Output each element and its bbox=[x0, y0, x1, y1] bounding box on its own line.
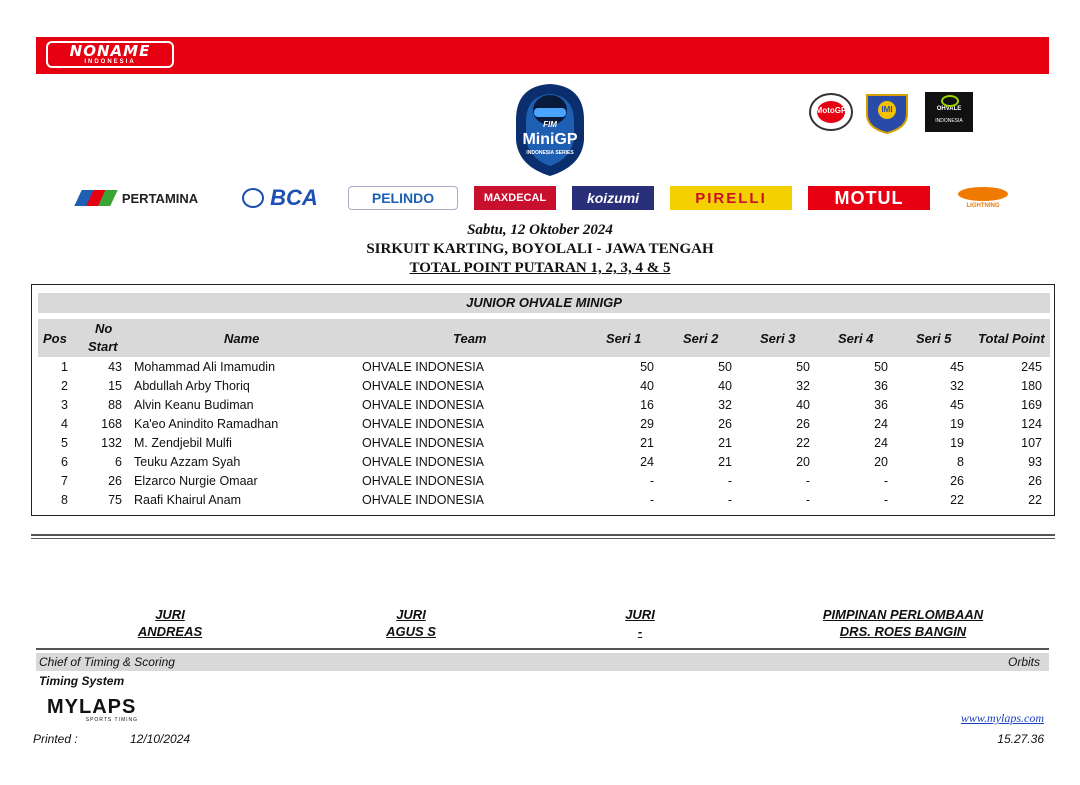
cell-total: 169 bbox=[1021, 398, 1042, 412]
cell-seri3: - bbox=[805, 474, 810, 488]
cell-pos: 7 bbox=[61, 474, 68, 488]
table-header bbox=[38, 319, 1050, 357]
fim-minigp-logo: FIM MiniGP INDONESIA SERIES bbox=[504, 80, 596, 180]
cell-pos: 3 bbox=[61, 398, 68, 412]
cell-name: Teuku Azzam Syah bbox=[134, 455, 241, 469]
cell-total: 93 bbox=[1028, 455, 1042, 469]
cell-team: OHVALE INDONESIA bbox=[362, 455, 485, 469]
cell-team: OHVALE INDONESIA bbox=[362, 417, 485, 431]
cell-seri5: 22 bbox=[950, 493, 964, 507]
cell-team: OHVALE INDONESIA bbox=[362, 360, 485, 374]
cell-seri1: - bbox=[649, 474, 654, 488]
cell-seri5: 45 bbox=[950, 398, 964, 412]
results-panel bbox=[31, 284, 1055, 516]
cell-seri4: 20 bbox=[874, 455, 888, 469]
table-row bbox=[32, 453, 1054, 472]
cell-total: 180 bbox=[1021, 379, 1042, 393]
printed-label: Printed : bbox=[33, 732, 78, 746]
cell-name: Mohammad Ali Imamudin bbox=[134, 360, 276, 374]
cell-seri4: 24 bbox=[874, 417, 888, 431]
cell-seri5: 19 bbox=[950, 417, 964, 431]
motul-logo: MOTUL bbox=[808, 186, 930, 210]
cell-seri1: 50 bbox=[640, 360, 654, 374]
koizumi-logo: koizumi bbox=[572, 186, 654, 210]
signature-role-2: JURI bbox=[396, 607, 426, 622]
cell-seri4: - bbox=[883, 474, 888, 488]
cell-seri3: - bbox=[805, 493, 810, 507]
cell-seri3: 26 bbox=[796, 417, 810, 431]
cell-total: 245 bbox=[1021, 360, 1042, 374]
cell-seri1: 29 bbox=[640, 417, 654, 431]
mylaps-logo: MYLAPS SPORTS TIMING bbox=[47, 696, 138, 723]
col-pos: Pos bbox=[43, 331, 67, 346]
event-venue: SIRKUIT KARTING, BOYOLALI - JAWA TENGAH bbox=[366, 241, 714, 257]
signature-person-2: AGUS S bbox=[386, 624, 436, 639]
cell-no-start: 26 bbox=[108, 474, 122, 488]
cell-total: 26 bbox=[1028, 474, 1042, 488]
cell-seri3: 50 bbox=[796, 360, 810, 374]
cell-name: Alvin Keanu Budiman bbox=[134, 398, 254, 412]
cell-pos: 1 bbox=[61, 360, 68, 374]
signature-role-4: PIMPINAN PERLOMBAAN bbox=[822, 607, 984, 622]
cell-seri4: 36 bbox=[874, 398, 888, 412]
cell-seri4: 36 bbox=[874, 379, 888, 393]
cell-seri5: 26 bbox=[950, 474, 964, 488]
cell-seri2: 40 bbox=[718, 379, 732, 393]
header-banner bbox=[36, 37, 1049, 74]
pertamina-logo: PERTAMINA bbox=[68, 186, 208, 210]
ohvale-indonesia-logo: OHVALE INDONESIA bbox=[925, 92, 973, 132]
separator-line bbox=[31, 534, 1055, 536]
signature-role-3: JURI bbox=[625, 607, 655, 622]
cell-seri5: 45 bbox=[950, 360, 964, 374]
cell-name: M. Zendjebil Mulfi bbox=[134, 436, 232, 450]
table-row bbox=[32, 377, 1054, 396]
cell-pos: 6 bbox=[61, 455, 68, 469]
cell-seri2: 21 bbox=[718, 436, 732, 450]
event-title: TOTAL POINT PUTARAN 1, 2, 3, 4 & 5 bbox=[409, 260, 671, 276]
signature-person-3: - bbox=[637, 624, 643, 639]
event-date: Sabtu, 12 Oktober 2024 bbox=[467, 222, 613, 238]
printed-time: 15.27.36 bbox=[997, 732, 1044, 746]
cell-seri1: 16 bbox=[640, 398, 654, 412]
cell-seri3: 32 bbox=[796, 379, 810, 393]
col-team: Team bbox=[453, 331, 487, 346]
cell-no-start: 168 bbox=[101, 417, 122, 431]
mylaps-link[interactable]: www.mylaps.com bbox=[960, 711, 1044, 725]
cell-total: 22 bbox=[1028, 493, 1042, 507]
separator-line-2 bbox=[31, 538, 1055, 539]
moto-gp-roundel-logo: MotoGP bbox=[808, 92, 854, 132]
cell-no-start: 6 bbox=[115, 455, 122, 469]
col-no-start: No bbox=[95, 321, 113, 336]
category-title: JUNIOR OHVALE MINIGP bbox=[38, 293, 1050, 313]
signature-role-1: JURI bbox=[155, 607, 185, 622]
cell-total: 107 bbox=[1021, 436, 1042, 450]
cell-seri4: - bbox=[883, 493, 888, 507]
cell-seri5: 32 bbox=[950, 379, 964, 393]
cell-seri2: - bbox=[727, 474, 732, 488]
col-name: Name bbox=[224, 331, 260, 346]
cell-pos: 2 bbox=[61, 379, 68, 393]
cell-seri1: 21 bbox=[640, 436, 654, 450]
footer-separator bbox=[36, 648, 1049, 650]
cell-name: Ka'eo Anindito Ramadhan bbox=[134, 417, 279, 431]
printed-date: 12/10/2024 bbox=[130, 732, 191, 746]
table-row bbox=[32, 434, 1054, 453]
table-row bbox=[32, 396, 1054, 415]
sponsor-strip bbox=[68, 182, 1018, 214]
table-row bbox=[32, 472, 1054, 491]
cell-name: Abdullah Arby Thoriq bbox=[134, 379, 250, 393]
cell-seri2: - bbox=[727, 493, 732, 507]
cell-team: OHVALE INDONESIA bbox=[362, 493, 485, 507]
cell-seri3: 22 bbox=[796, 436, 810, 450]
noname-indonesia-logo: NONAME INDONESIA bbox=[46, 41, 174, 68]
cell-no-start: 15 bbox=[108, 379, 122, 393]
cell-seri2: 21 bbox=[718, 455, 732, 469]
cell-seri2: 26 bbox=[718, 417, 732, 431]
cell-team: OHVALE INDONESIA bbox=[362, 474, 485, 488]
col-seri5: Seri 5 bbox=[916, 331, 952, 346]
cell-pos: 8 bbox=[61, 493, 68, 507]
cell-seri3: 40 bbox=[796, 398, 810, 412]
cell-team: OHVALE INDONESIA bbox=[362, 379, 485, 393]
cell-seri1: 40 bbox=[640, 379, 654, 393]
cell-seri4: 50 bbox=[874, 360, 888, 374]
cell-name: Raafi Khairul Anam bbox=[134, 493, 242, 507]
col-seri1: Seri 1 bbox=[606, 331, 642, 346]
footer-bar: Chief of Timing & Scoring Orbits bbox=[36, 653, 1049, 671]
col-total: Total Point bbox=[978, 331, 1045, 346]
col-seri4: Seri 4 bbox=[838, 331, 874, 346]
cell-seri5: 8 bbox=[957, 455, 964, 469]
cell-seri1: 24 bbox=[640, 455, 654, 469]
col-seri2: Seri 2 bbox=[683, 331, 719, 346]
pelindo-logo: PELINDO bbox=[348, 186, 458, 210]
cell-seri2: 32 bbox=[718, 398, 732, 412]
table-row bbox=[32, 415, 1054, 434]
cell-seri2: 50 bbox=[718, 360, 732, 374]
col-seri3: Seri 3 bbox=[760, 331, 796, 346]
cell-team: OHVALE INDONESIA bbox=[362, 436, 485, 450]
cell-no-start: 75 bbox=[108, 493, 122, 507]
maxdecal-logo: MAXDECAL bbox=[474, 186, 556, 210]
signature-person-4: DRS. ROES BANGIN bbox=[839, 624, 967, 639]
cell-name: Elzarco Nurgie Omaar bbox=[134, 474, 258, 488]
cell-total: 124 bbox=[1021, 417, 1042, 431]
table-row bbox=[32, 358, 1054, 377]
imi-shield-logo: IMI bbox=[864, 92, 910, 132]
cell-no-start: 132 bbox=[101, 436, 122, 450]
cell-pos: 4 bbox=[61, 417, 68, 431]
lightning-logo: LIGHTNING bbox=[948, 186, 1018, 210]
table-row bbox=[32, 491, 1054, 510]
cell-seri1: - bbox=[649, 493, 654, 507]
cell-seri5: 19 bbox=[950, 436, 964, 450]
timing-system-label: Timing System bbox=[39, 674, 125, 688]
signature-person-1: ANDREAS bbox=[137, 624, 203, 639]
cell-no-start: 88 bbox=[108, 398, 122, 412]
bca-logo: BCA bbox=[228, 186, 332, 210]
cell-pos: 5 bbox=[61, 436, 68, 450]
cell-seri4: 24 bbox=[874, 436, 888, 450]
cell-seri3: 20 bbox=[796, 455, 810, 469]
col-no-start-2: Start bbox=[88, 339, 118, 354]
cell-no-start: 43 bbox=[108, 360, 122, 374]
pirelli-logo: PIRELLI bbox=[670, 186, 792, 210]
cell-team: OHVALE INDONESIA bbox=[362, 398, 485, 412]
